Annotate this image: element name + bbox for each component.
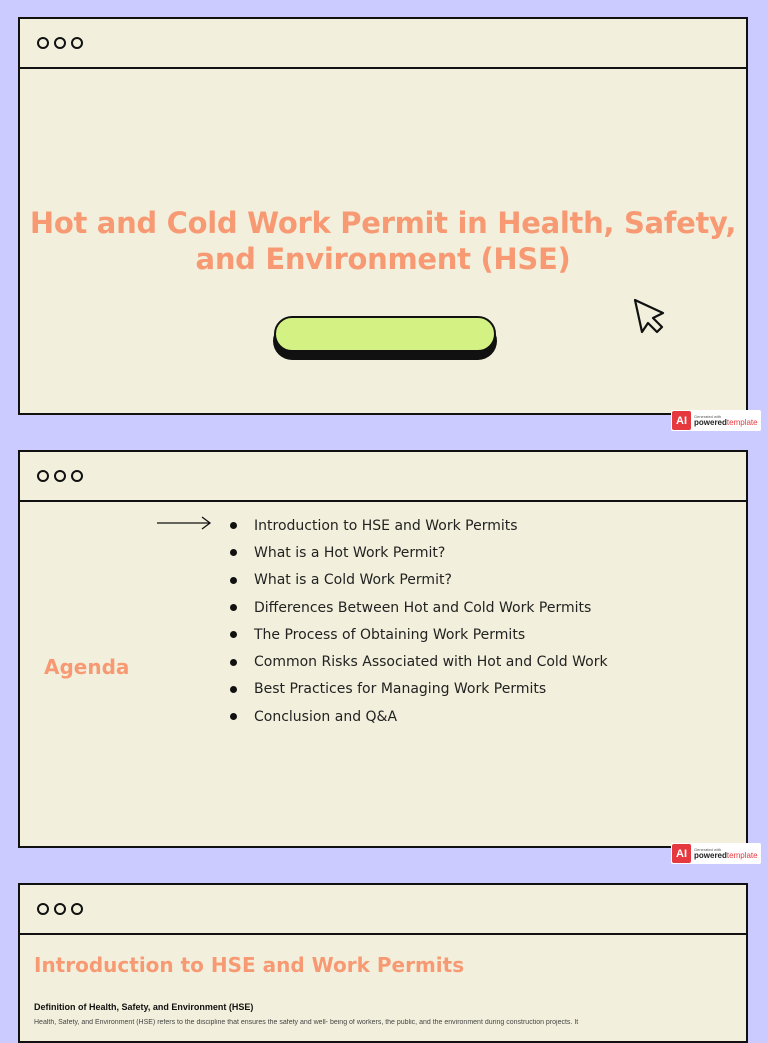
slide-title: Introduction to HSE and Work Permits	[34, 953, 465, 977]
agenda-item	[228, 539, 608, 566]
bullet-icon	[230, 549, 237, 556]
agenda-item	[228, 676, 608, 703]
agenda-item	[228, 512, 608, 539]
agenda-item-text: Introduction to HSE and Work Permits	[254, 517, 518, 534]
agenda-item-text: What is a Hot Work Permit?	[254, 544, 446, 561]
window-bar	[20, 452, 746, 502]
agenda-item	[228, 621, 608, 648]
agenda-list	[228, 512, 608, 730]
arrow-right-icon	[157, 516, 213, 530]
agenda-item-text: The Process of Obtaining Work Permits	[254, 626, 526, 643]
agenda-item-text: Differences Between Hot and Cold Work Permits	[254, 599, 592, 616]
window-dot-icon	[37, 470, 49, 482]
window-dot-icon	[54, 470, 66, 482]
window-dot-icon	[71, 470, 83, 482]
agenda-slide	[18, 450, 748, 848]
bullet-icon	[230, 631, 237, 638]
window-bar	[20, 885, 746, 935]
watermark-brand-colored: template	[726, 850, 758, 860]
bullet-icon	[230, 659, 237, 666]
bullet-icon	[230, 522, 237, 529]
watermark-small-text: Generated with	[694, 846, 722, 852]
watermark-brand-colored: template	[726, 417, 758, 427]
watermark-small-text: Generated with	[694, 413, 722, 419]
watermark-badge[interactable]	[671, 410, 761, 431]
agenda-item	[228, 703, 608, 730]
bullet-icon	[230, 686, 237, 693]
bullet-icon	[230, 713, 237, 720]
body-text: Health, Safety, and Environment (HSE) refers to the discipline that ensures the safety and well- being of workers, the public, and the environment during construction projects. It	[34, 1019, 579, 1026]
agenda-item-text: Best Practices for Managing Work Permits	[254, 681, 547, 698]
slide-title: Hot and Cold Work Permit in Health, Safety, and Environment (HSE)	[29, 206, 737, 276]
window-dot-icon	[54, 37, 66, 49]
title-slide	[18, 17, 748, 415]
section-subheading: Definition of Health, Safety, and Environment (HSE)	[34, 1002, 254, 1012]
agenda-item	[228, 594, 608, 621]
agenda-item	[228, 567, 608, 594]
watermark-badge[interactable]	[671, 843, 761, 864]
bullet-icon	[230, 604, 237, 611]
ai-logo-icon: AI	[672, 844, 691, 863]
window-dot-icon	[71, 37, 83, 49]
watermark-brand-bold: powered	[694, 850, 727, 860]
agenda-item-text: What is a Cold Work Permit?	[254, 572, 452, 589]
window-dot-icon	[37, 903, 49, 915]
agenda-item-text: Common Risks Associated with Hot and Cold Work	[254, 654, 608, 671]
intro-slide	[18, 883, 748, 1043]
ai-logo-icon: AI	[672, 411, 691, 430]
watermark-brand-bold: powered	[694, 417, 727, 427]
window-dot-icon	[54, 903, 66, 915]
window-bar	[20, 19, 746, 69]
agenda-item-text: Conclusion and Q&A	[254, 708, 398, 725]
bullet-icon	[230, 577, 237, 584]
window-dot-icon	[71, 903, 83, 915]
agenda-item	[228, 648, 608, 675]
window-dot-icon	[37, 37, 49, 49]
pointer-cursor-icon	[632, 297, 672, 337]
cta-button[interactable]	[274, 316, 496, 352]
agenda-heading: Agenda	[44, 655, 130, 679]
